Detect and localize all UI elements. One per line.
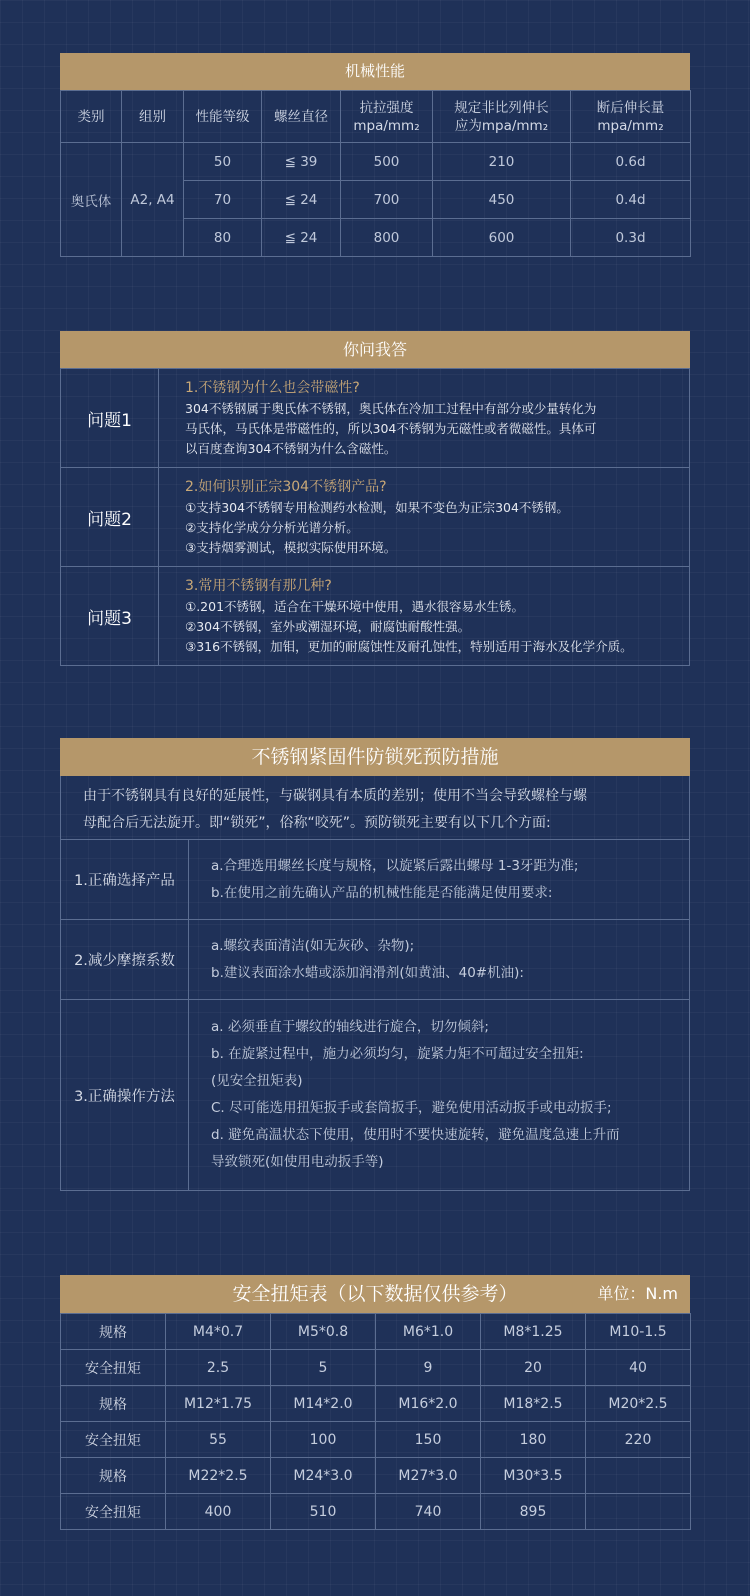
table-cell: ≦ 24 <box>262 181 341 219</box>
measure-line: a.螺纹表面清洁(如无灰砂、杂物); <box>211 937 415 954</box>
measure-line: C. 尽可能选用扭矩扳手或套筒扳手，避免使用活动扳手或电动扳手; <box>211 1100 612 1116</box>
spec-cell: M8*1.25 <box>481 1314 586 1350</box>
spec-cell: M6*1.0 <box>376 1314 481 1350</box>
spec-row <box>61 1386 691 1422</box>
table-header-row <box>61 91 691 143</box>
qa-row <box>61 567 690 666</box>
measure-label: 1.正确选择产品 <box>61 840 189 920</box>
header-tensile: 抗拉强度 mpa/mm₂ <box>341 91 433 143</box>
header-grade: 性能等级 <box>184 91 262 143</box>
torque-cell: 9 <box>376 1350 481 1386</box>
table-cell: 210 <box>433 143 571 181</box>
table-cell: 0.3d <box>571 219 691 257</box>
question-label: 问题3 <box>61 567 159 666</box>
answer-line: ③316不锈钢，加钼，更加的耐腐蚀性及耐孔蚀性，特别适用于海水及化学介质。 <box>185 638 633 654</box>
header-category: 类别 <box>61 91 122 143</box>
anti-lock-section <box>60 738 690 1191</box>
torque-cell: 400 <box>166 1494 271 1530</box>
group-cell: A2, A4 <box>122 143 184 257</box>
torque-unit: 单位：N.m <box>597 1284 678 1303</box>
torque-cell: 740 <box>376 1494 481 1530</box>
table-cell: 70 <box>184 181 262 219</box>
spec-cell: M24*3.0 <box>271 1458 376 1494</box>
question-label: 问题2 <box>61 468 159 567</box>
table-cell: 600 <box>433 219 571 257</box>
measure-label: 3.正确操作方法 <box>61 1000 189 1191</box>
torque-table <box>60 1313 691 1530</box>
spec-cell <box>586 1458 691 1494</box>
answer-line: ③支持烟雾测试，模拟实际使用环境。 <box>185 539 397 555</box>
answer-line: 马氏体，马氏体是带磁性的，所以304不锈钢为无磁性或者微磁性。具体可 <box>185 420 597 436</box>
table-cell: 50 <box>184 143 262 181</box>
mechanical-properties-section <box>60 53 690 257</box>
torque-section <box>60 1275 690 1530</box>
measure-row <box>61 920 690 1000</box>
spec-cell: M18*2.5 <box>481 1386 586 1422</box>
header-group: 组别 <box>122 91 184 143</box>
torque-cell: 40 <box>586 1350 691 1386</box>
table-cell: 0.4d <box>571 181 691 219</box>
table-cell: 700 <box>341 181 433 219</box>
question-text: 1.不锈钢为什么也会带磁性? <box>185 379 360 396</box>
anti-lock-title: 不锈钢紧固件防锁死预防措施 <box>60 738 690 776</box>
intro-line: 母配合后无法旋开。即“锁死”，俗称“咬死”。预防锁死主要有以下几个方面: <box>83 815 551 831</box>
spec-label: 规格 <box>61 1386 166 1422</box>
torque-title: 安全扭矩表（以下数据仅供参考） <box>232 1283 518 1305</box>
table-cell: 80 <box>184 219 262 257</box>
spec-cell: M16*2.0 <box>376 1386 481 1422</box>
spec-cell: M30*3.5 <box>481 1458 586 1494</box>
spec-label: 规格 <box>61 1314 166 1350</box>
torque-label: 安全扭矩 <box>61 1494 166 1530</box>
question-text: 3.常用不锈钢有那几种? <box>185 577 332 594</box>
answer-line: ①.201不锈钢，适合在干燥环境中使用，遇水很容易水生锈。 <box>185 598 525 614</box>
table-cell: 500 <box>341 143 433 181</box>
question-text: 2.如何识别正宗304不锈钢产品? <box>185 478 387 495</box>
measure-detail <box>189 1000 690 1191</box>
anti-lock-intro <box>61 776 689 839</box>
torque-cell: 100 <box>271 1422 376 1458</box>
torque-label: 安全扭矩 <box>61 1422 166 1458</box>
measure-line: b.建议表面涂水蜡或添加润滑剂(如黄油、40#机油): <box>211 964 524 981</box>
spec-cell: M5*0.8 <box>271 1314 376 1350</box>
spec-cell: M22*2.5 <box>166 1458 271 1494</box>
torque-cell <box>586 1494 691 1530</box>
torque-cell: 220 <box>586 1422 691 1458</box>
table-cell: 0.6d <box>571 143 691 181</box>
table-cell: 450 <box>433 181 571 219</box>
qa-title: 你问我答 <box>60 331 690 368</box>
spec-cell: M12*1.75 <box>166 1386 271 1422</box>
measure-row <box>61 840 690 920</box>
torque-label: 安全扭矩 <box>61 1350 166 1386</box>
answer-cell <box>159 567 690 666</box>
answer-line: 以百度查询304不锈钢为什么含磁性。 <box>185 440 397 456</box>
spec-cell: M14*2.0 <box>271 1386 376 1422</box>
answer-cell <box>159 369 690 468</box>
torque-cell: 895 <box>481 1494 586 1530</box>
answer-line: ②支持化学成分分析光谱分析。 <box>185 519 359 535</box>
table-row <box>61 143 691 181</box>
qa-section <box>60 331 690 666</box>
torque-cell: 2.5 <box>166 1350 271 1386</box>
torque-header <box>60 1275 690 1313</box>
spec-cell: M20*2.5 <box>586 1386 691 1422</box>
answer-line: ②304不锈钢，室外或潮湿环境，耐腐蚀耐酸性强。 <box>185 618 471 634</box>
header-yield: 规定非比列伸长 应为mpa/mm₂ <box>433 91 571 143</box>
qa-row <box>61 468 690 567</box>
mechanical-properties-table <box>60 90 691 257</box>
spec-cell: M4*0.7 <box>166 1314 271 1350</box>
intro-line: 由于不锈钢具有良好的延展性，与碳钢具有本质的差别；使用不当会导致螺栓与螺 <box>83 788 587 804</box>
spec-row <box>61 1314 691 1350</box>
qa-row <box>61 369 690 468</box>
measure-line: a. 必须垂直于螺纹的轴线进行旋合，切勿倾斜; <box>211 1019 489 1035</box>
spec-row <box>61 1458 691 1494</box>
measure-label: 2.减少摩擦系数 <box>61 920 189 1000</box>
header-elongation: 断后伸长量 mpa/mm₂ <box>571 91 691 143</box>
torque-cell: 55 <box>166 1422 271 1458</box>
torque-cell: 150 <box>376 1422 481 1458</box>
anti-lock-table <box>60 839 690 1191</box>
torque-cell: 510 <box>271 1494 376 1530</box>
measure-line: 导致锁死(如使用电动扳手等) <box>211 1154 384 1170</box>
measure-detail <box>189 840 690 920</box>
measure-row <box>61 1000 690 1191</box>
spec-cell: M27*3.0 <box>376 1458 481 1494</box>
torque-cell: 180 <box>481 1422 586 1458</box>
spec-cell: M10-1.5 <box>586 1314 691 1350</box>
answer-cell <box>159 468 690 567</box>
torque-cell: 20 <box>481 1350 586 1386</box>
anti-lock-frame <box>60 776 690 840</box>
torque-row <box>61 1494 691 1530</box>
torque-cell: 5 <box>271 1350 376 1386</box>
measure-line: b.在使用之前先确认产品的机械性能是否能满足使用要求: <box>211 884 553 901</box>
table-cell: ≦ 24 <box>262 219 341 257</box>
table-cell: ≦ 39 <box>262 143 341 181</box>
measure-line: b. 在旋紧过程中，施力必须均匀，旋紧力矩不可超过安全扭矩: <box>211 1046 584 1062</box>
category-cell: 奥氏体 <box>61 143 122 257</box>
header-diameter: 螺丝直径 <box>262 91 341 143</box>
measure-line: (见安全扭矩表) <box>211 1073 303 1089</box>
measure-line: d. 避免高温状态下使用，使用时不要快速旋转，避免温度急速上升而 <box>211 1127 620 1143</box>
answer-line: ①支持304不锈钢专用检测药水检测，如果不变色为正宗304不锈钢。 <box>185 499 569 515</box>
mechanical-properties-title: 机械性能 <box>60 53 690 90</box>
measure-line: a.合理选用螺丝长度与规格，以旋紧后露出螺母 1-3牙距为准; <box>211 857 579 874</box>
spec-label: 规格 <box>61 1458 166 1494</box>
question-label: 问题1 <box>61 369 159 468</box>
qa-table <box>60 368 690 666</box>
torque-row <box>61 1422 691 1458</box>
answer-line: 304不锈钢属于奥氏体不锈钢，奥氏体在冷加工过程中有部分或少量转化为 <box>185 400 597 416</box>
measure-detail <box>189 920 690 1000</box>
table-cell: 800 <box>341 219 433 257</box>
torque-row <box>61 1350 691 1386</box>
